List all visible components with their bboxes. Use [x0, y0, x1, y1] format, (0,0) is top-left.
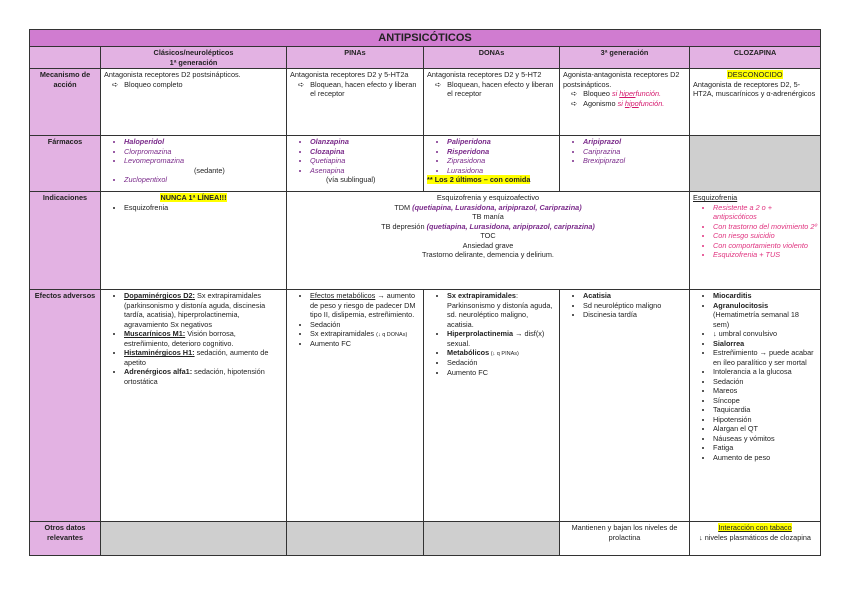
- si-label: si: [611, 89, 618, 99]
- mecanismo-third-gen-arrow-1: [563, 89, 686, 98]
- indicacion-tdm: [290, 203, 686, 212]
- efecto-histaminergicos: [124, 348, 283, 367]
- farmacos-third-gen: [560, 136, 690, 192]
- indicacion-tb-depresion: [290, 222, 686, 231]
- efecto-title: Efectos metabólicos: [310, 291, 376, 301]
- efecto-extrapiramidales: [310, 329, 420, 339]
- efectos-third-gen: [560, 290, 690, 522]
- row-header-farmacos: Fármacos: [30, 136, 101, 192]
- efecto-adrenergicos: [124, 367, 283, 386]
- hiper-label: hiper: [619, 89, 636, 99]
- col-header-third-gen: 3ª generación: [560, 47, 690, 69]
- efecto-agranulocitosis: [713, 301, 817, 329]
- indicacion-resistente: • Resistente a 2 o + antipsicóticos: [713, 203, 817, 222]
- efecto-title: Dopaminérgicos D2:: [124, 291, 195, 301]
- efecto-desc: : Parkinsonismo y distonía aguda, sd. neuroléptico maligno, acatisia.: [447, 291, 553, 329]
- nunca-primera-linea-highlight: NUNCA 1ª LÍNEA!!!: [160, 193, 227, 203]
- efecto-desc: → disf(x) sexual.: [447, 329, 545, 348]
- efecto-muscarinicos: [124, 329, 283, 348]
- mecanismo-classic: [101, 69, 287, 136]
- efecto-aumento-peso: • Aumento de peso: [713, 453, 817, 462]
- mecanismo-donas-arrow-item: [427, 80, 556, 99]
- efecto-desc: sedación, aumento de apetito: [124, 348, 269, 367]
- otros-clozapina: [690, 522, 821, 556]
- efecto-title: Agranulocitosis: [713, 300, 769, 310]
- efecto-note: (Hematimetría semanal 18 sem): [713, 310, 799, 329]
- row-efectos: [30, 290, 821, 522]
- document-page: [29, 29, 820, 556]
- efectos-donas: [424, 290, 560, 522]
- mecanismo-classic-text: Antagonista receptores D2 postsinápticos.: [104, 70, 241, 80]
- efecto-sincope: • Síncope: [713, 396, 817, 405]
- funcion-label: función.: [638, 98, 665, 108]
- indicacion-comportamiento-violento: • Con comportamiento violento: [713, 241, 817, 250]
- drug-brexipiprazol: • Brexipiprazol: [583, 156, 686, 165]
- table-title: ANTIPSICÓTICOS: [30, 30, 821, 47]
- mecanismo-pinas-text: Antagonista receptores D2 y 5-HT2a: [290, 70, 409, 80]
- indicacion-ansiedad: Ansiedad grave: [462, 240, 514, 250]
- indicacion-trastorno-delirante: Trastorno delirante, demencia y delirium.: [422, 250, 554, 260]
- antipsychotics-table: [29, 29, 821, 556]
- indicaciones-clozapina: [690, 192, 821, 290]
- mecanismo-third-gen-text: Agonista-antagonista receptores D2 postsinápticos.: [563, 70, 680, 89]
- si-label: si: [617, 98, 623, 108]
- efecto-title: Sx extrapiramidales: [447, 291, 516, 301]
- tb-depresion-drugs: (quetiapina, Lurasidona, aripiprazol, cariprazina): [426, 221, 595, 231]
- column-header-row: [30, 47, 821, 69]
- bloqueo-label: Bloqueo: [583, 89, 612, 99]
- efecto-intolerancia-glucosa: • Intolerancia a la glucosa: [713, 367, 817, 376]
- indicacion-esquizofrenia: • Esquizofrenia: [124, 203, 283, 212]
- farmacos-classic: [101, 136, 287, 192]
- indicacion-trastorno-movimiento: • Con trastorno del movimiento 2º: [713, 222, 817, 231]
- efecto-title: Sx extrapiramidales: [310, 329, 375, 339]
- efecto-sedacion: • Sedación: [310, 320, 420, 329]
- efecto-miocarditis: • Miocarditis: [713, 291, 817, 300]
- row-otros: [30, 522, 821, 556]
- efecto-extrapiramidales: [447, 291, 556, 329]
- mecanismo-clozapina: [690, 69, 821, 136]
- arrow-icon: ➪: [298, 79, 305, 89]
- mecanismo-third-gen-arrow-2: [563, 99, 686, 108]
- mecanismo-donas: [424, 69, 560, 136]
- efecto-taquicardia: • Taquicardia: [713, 405, 817, 414]
- efecto-title: Hiperprolactinemia: [447, 329, 514, 339]
- drug-risperidona: • Risperidona: [447, 147, 556, 156]
- con-comida-note: ** Los 2 últimos – con comida: [427, 175, 531, 185]
- efecto-desc: → aumento de peso y riesgo de padecer DM tipo II, dislipemia, estreñimiento.: [310, 291, 416, 320]
- indicacion-toc: TOC: [480, 231, 496, 241]
- row-header-mecanismo: Mecanismo de acción: [30, 69, 101, 136]
- desconocido-highlight: DESCONOCIDO: [727, 70, 783, 80]
- mecanismo-pinas: [287, 69, 424, 136]
- mecanismo-donas-arrow-text: Bloquean, hacen efecto y liberan el receptor: [447, 79, 554, 99]
- mecanismo-donas-text: Antagonista receptores D2 y 5-HT2: [427, 70, 542, 80]
- farmacos-clozapina-empty: [690, 136, 821, 192]
- otros-pinas-empty: [287, 522, 424, 556]
- drug-clorpromazina: • Clorpromazina: [124, 147, 283, 156]
- efecto-title: Histaminérgicos H1:: [124, 348, 195, 358]
- efecto-metabolicos: [447, 348, 556, 358]
- drug-paliperidona: • Paliperidona: [447, 137, 556, 146]
- efecto-desc: Sx extrapiramidales (parkinsonismo y distonía aguda, discinesia tardía, acatisia), hiperprolactinemia, agravamiento Sx negativos: [124, 291, 266, 329]
- interaccion-tabaco-highlight: Interacción con tabaco: [718, 523, 792, 533]
- mecanismo-clozapina-text: Antagonista de receptores D2, 5-HT2A, muscarínicos y α-adrenérgicos: [693, 79, 816, 99]
- efecto-aumento-fc: • Aumento FC: [447, 368, 556, 377]
- agonismo-label: Agonismo: [583, 98, 618, 108]
- title-row: [30, 30, 821, 47]
- arrow-icon: ➪: [571, 89, 578, 99]
- farmacos-pinas: [287, 136, 424, 192]
- drug-quetiapina: • Quetiapina: [310, 156, 420, 165]
- drug-haloperidol: • Haloperidol: [124, 137, 283, 146]
- drug-cariprazina: • Cariprazina: [583, 147, 686, 156]
- efectos-pinas: [287, 290, 424, 522]
- tdm-drugs: (quetiapina, Lurasidona, aripiprazol, Cariprazina): [412, 202, 582, 212]
- indicacion-esquizoafectivo: Esquizofrenia y esquizoafectivo: [436, 193, 540, 203]
- hipo-label: hipo: [624, 98, 639, 108]
- efecto-acatisia: • Acatisia: [583, 291, 686, 300]
- drug-levomepromazina: • Levomepromazina: [124, 156, 283, 165]
- efecto-metabolicos: [310, 291, 420, 319]
- efecto-dopaminergicos: [124, 291, 283, 329]
- efecto-desc: sedación, hipotensión ortostática: [124, 367, 265, 386]
- drug-clozapina: • Clozapina: [310, 147, 420, 156]
- arrow-icon: ➪: [112, 79, 119, 89]
- row-farmacos: [30, 136, 821, 192]
- row-header-indicaciones: Indicaciones: [30, 192, 101, 290]
- indicacion-clozapina-title: Esquizofrenia: [693, 193, 738, 203]
- efecto-hiperprolactinemia: [447, 329, 556, 348]
- efecto-estrenimiento: • Estreñimiento → puede acabar en íleo paralítico y ser mortal: [713, 348, 817, 367]
- col-header-pinas: PINAs: [287, 47, 424, 69]
- drug-aripiprazol: • Aripiprazol: [583, 137, 686, 146]
- efectos-classic: [101, 290, 287, 522]
- mecanismo-pinas-arrow-item: [290, 80, 420, 99]
- efecto-note: (↓ q DONAs): [376, 332, 408, 339]
- arrow-icon: ➪: [571, 98, 578, 108]
- efecto-sedacion: • Sedación: [447, 358, 556, 367]
- corner-cell: [30, 47, 101, 69]
- efecto-qt: • Alargan el QT: [713, 424, 817, 433]
- efecto-aumento-fc: • Aumento FC: [310, 339, 420, 348]
- indicacion-tus: • Esquizofrenia + TUS: [713, 250, 817, 259]
- mecanismo-pinas-arrow-text: Bloquean, hacen efecto y liberan el receptor: [310, 79, 417, 99]
- drug-ziprasidona: • Ziprasidona: [447, 156, 556, 165]
- otros-clozapina-text: ↓ niveles plasmáticos de clozapina: [699, 532, 811, 542]
- drug-zuclopentixol: • Zuclopentixol: [124, 175, 283, 184]
- efecto-note: (↓ q PINAs): [489, 351, 519, 358]
- indicacion-riesgo-suicidio: • Con riesgo suicidio: [713, 231, 817, 240]
- col-header-classic-line1: Clásicos/neurolépticos: [153, 48, 234, 58]
- indicaciones-shared: [287, 192, 690, 290]
- otros-classic-empty: [101, 522, 287, 556]
- mecanismo-third-gen: [560, 69, 690, 136]
- tb-depresion-label: TB depresión: [381, 221, 425, 231]
- efecto-title: Adrenérgicos alfa1:: [124, 367, 193, 377]
- otros-third-gen: Mantienen y bajan los niveles de prolactina: [560, 522, 690, 556]
- indicaciones-classic: [101, 192, 287, 290]
- efecto-desc: Visión borrosa, estreñimiento, deterioro cognitivo.: [124, 329, 236, 348]
- efecto-sedacion: • Sedación: [713, 377, 817, 386]
- drug-asenapina: • Asenapina: [310, 166, 420, 175]
- col-header-classic: [101, 47, 287, 69]
- efecto-discinesia: • Discinesia tardía: [583, 310, 686, 319]
- efecto-umbral-convulsivo: • ↓ umbral convulsivo: [713, 329, 817, 338]
- efecto-sd-neuroleptico: • Sd neuroléptico maligno: [583, 301, 686, 310]
- row-header-otros: Otros datos relevantes: [30, 522, 101, 556]
- col-header-classic-line2: 1ª generación: [169, 57, 218, 67]
- mecanismo-classic-arrow-item: [104, 80, 283, 89]
- drug-lurasidona: • Lurasidona: [447, 166, 556, 175]
- farmacos-donas: [424, 136, 560, 192]
- efecto-fatiga: • Fatiga: [713, 443, 817, 452]
- row-indicaciones: [30, 192, 821, 290]
- otros-donas-empty: [424, 522, 560, 556]
- efecto-title: Muscarínicos M1:: [124, 329, 186, 339]
- efecto-title: Metabólicos: [447, 348, 490, 358]
- col-header-clozapina: CLOZAPINA: [690, 47, 821, 69]
- arrow-icon: ➪: [435, 79, 442, 89]
- efecto-nauseas: • Náuseas y vómitos: [713, 434, 817, 443]
- col-header-donas: DONAs: [424, 47, 560, 69]
- efecto-sialorrea: • Sialorrea: [713, 339, 817, 348]
- efecto-hipotension: • Hipotensión: [713, 415, 817, 424]
- sedante-note: (sedante): [194, 165, 225, 175]
- indicacion-tb-mania: TB manía: [472, 212, 504, 222]
- row-header-efectos: Efectos adversos: [30, 290, 101, 522]
- sublingual-note: (vía sublingual): [326, 175, 376, 185]
- tdm-label: TDM: [394, 202, 411, 212]
- funcion-label: función.: [635, 89, 662, 99]
- efecto-mareos: • Mareos: [713, 386, 817, 395]
- row-mecanismo: [30, 69, 821, 136]
- efectos-clozapina: [690, 290, 821, 522]
- drug-olanzapina: • Olanzapina: [310, 137, 420, 146]
- mecanismo-classic-arrow-text: Bloqueo completo: [124, 79, 183, 89]
